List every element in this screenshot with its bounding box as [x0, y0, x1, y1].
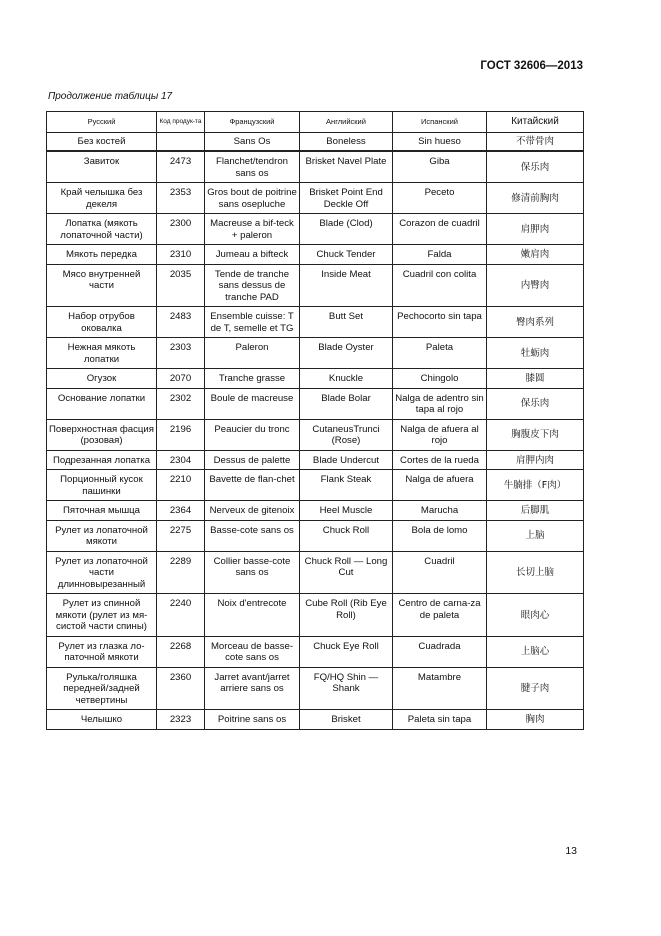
cell-chinese: 眼肉心	[487, 594, 584, 637]
cell-french: Bavette de flan-chet	[205, 470, 300, 501]
cell-spanish: Bola de lomo	[393, 520, 487, 551]
table-row	[47, 594, 584, 637]
subheader-english: Boneless	[300, 133, 393, 152]
cell-chinese: 内臀肉	[487, 264, 584, 307]
cell-english: Flank Steak	[300, 470, 393, 501]
table-row	[47, 307, 584, 338]
cell-russian: Набор отрубов оковалка	[47, 307, 157, 338]
cell-spanish: Cuadril	[393, 551, 487, 594]
cell-spanish: Paleta	[393, 338, 487, 369]
cell-code: 2210	[157, 470, 205, 501]
cell-spanish: Peceto	[393, 183, 487, 214]
cell-chinese: 胸肉	[487, 710, 584, 730]
cell-english: Brisket Point End Deckle Off	[300, 183, 393, 214]
table-row	[47, 245, 584, 265]
cell-french: Boule de macreuse	[205, 388, 300, 419]
cell-spanish: Paleta sin tapa	[393, 710, 487, 730]
cell-russian: Край челышка без декеля	[47, 183, 157, 214]
cell-chinese: 牛腩排（F肉）	[487, 470, 584, 501]
cell-french: Basse-cote sans os	[205, 520, 300, 551]
cell-french: Peaucier du tronc	[205, 419, 300, 450]
cell-spanish: Cortes de la rueda	[393, 450, 487, 470]
cell-french: Noix d'entrecote	[205, 594, 300, 637]
cell-spanish: Nalga de afuera	[393, 470, 487, 501]
cell-english: Knuckle	[300, 369, 393, 389]
cell-chinese: 上脑心	[487, 636, 584, 667]
cell-russian: Поверхностная фасция (розовая)	[47, 419, 157, 450]
cell-english: Cube Roll (Rib Eye Roll)	[300, 594, 393, 637]
cell-english: FQ/HQ Shin — Shank	[300, 667, 393, 710]
cell-chinese: 后脚肌	[487, 501, 584, 521]
cell-french: Paleron	[205, 338, 300, 369]
col-header-code: Код продук-та	[157, 112, 205, 133]
cell-code: 2035	[157, 264, 205, 307]
table-row	[47, 501, 584, 521]
subheader-row	[47, 133, 584, 152]
cell-code: 2289	[157, 551, 205, 594]
cell-russian: Рулька/голяшка передней/задней четвертины	[47, 667, 157, 710]
table-row	[47, 667, 584, 710]
cell-french: Tende de tranche sans dessus de tranche PAD	[205, 264, 300, 307]
cell-code: 2070	[157, 369, 205, 389]
cell-russian: Челышко	[47, 710, 157, 730]
cell-russian: Мякоть передка	[47, 245, 157, 265]
table-row	[47, 183, 584, 214]
cell-spanish: Chingolo	[393, 369, 487, 389]
cell-french: Dessus de palette	[205, 450, 300, 470]
cell-french: Nerveux de gitenoix	[205, 501, 300, 521]
cell-chinese: 保乐肉	[487, 151, 584, 183]
col-header-spanish: Испанский	[393, 112, 487, 133]
col-header-chinese: Китайский	[487, 112, 584, 133]
cell-spanish: Matambre	[393, 667, 487, 710]
cell-english: Heel Muscle	[300, 501, 393, 521]
translation-table	[46, 111, 584, 730]
cell-code: 2364	[157, 501, 205, 521]
table-row	[47, 710, 584, 730]
subheader-spanish: Sin hueso	[393, 133, 487, 152]
subheader-chinese: 不带骨肉	[487, 133, 584, 152]
table-row	[47, 419, 584, 450]
cell-russian: Нежная мякоть лопатки	[47, 338, 157, 369]
document-code: ГОСТ 32606—2013	[480, 60, 583, 72]
table-row	[47, 520, 584, 551]
cell-code: 2268	[157, 636, 205, 667]
cell-spanish: Giba	[393, 151, 487, 183]
cell-russian: Мясо внутренней части	[47, 264, 157, 307]
cell-chinese: 胸腹皮下肉	[487, 419, 584, 450]
cell-chinese: 肩胛内肉	[487, 450, 584, 470]
cell-russian: Огузок	[47, 369, 157, 389]
cell-french: Collier basse-cote sans os	[205, 551, 300, 594]
cell-code: 2310	[157, 245, 205, 265]
cell-english: Blade (Clod)	[300, 214, 393, 245]
cell-english: Chuck Roll	[300, 520, 393, 551]
cell-french: Jumeau a bifteck	[205, 245, 300, 265]
cell-chinese: 腱子肉	[487, 667, 584, 710]
page-number: 13	[565, 845, 577, 857]
cell-chinese: 臀肉系列	[487, 307, 584, 338]
column-header-row	[47, 112, 584, 133]
cell-chinese: 牡蛎肉	[487, 338, 584, 369]
table-row	[47, 151, 584, 183]
cell-russian: Рулет из лопаточной мякоти	[47, 520, 157, 551]
cell-french: Jarret avant/jarret arriere sans os	[205, 667, 300, 710]
cell-english: Chuck Tender	[300, 245, 393, 265]
cell-russian: Рулет из спинной мякоти (рулет из мя-систой части спины)	[47, 594, 157, 637]
table-row	[47, 369, 584, 389]
cell-chinese: 保乐肉	[487, 388, 584, 419]
cell-english: Blade Bolar	[300, 388, 393, 419]
cell-code: 2323	[157, 710, 205, 730]
cell-russian: Завиток	[47, 151, 157, 183]
table-row	[47, 338, 584, 369]
cell-french: Flanchet/tendron sans os	[205, 151, 300, 183]
table-row	[47, 551, 584, 594]
cell-chinese: 嫩肩肉	[487, 245, 584, 265]
cell-chinese: 膝圆	[487, 369, 584, 389]
cell-spanish: Nalga de adentro sin tapa al rojo	[393, 388, 487, 419]
cell-spanish: Cuadrada	[393, 636, 487, 667]
cell-russian: Подрезанная лопатка	[47, 450, 157, 470]
table-row	[47, 214, 584, 245]
cell-french: Poitrine sans os	[205, 710, 300, 730]
cell-spanish: Marucha	[393, 501, 487, 521]
cell-english: Brisket	[300, 710, 393, 730]
cell-spanish: Nalga de afuera al rojo	[393, 419, 487, 450]
cell-russian: Порционный кусок пашинки	[47, 470, 157, 501]
cell-french: Tranche grasse	[205, 369, 300, 389]
cell-spanish: Falda	[393, 245, 487, 265]
cell-english: Butt Set	[300, 307, 393, 338]
cell-chinese: 肩胛肉	[487, 214, 584, 245]
col-header-french: Французский	[205, 112, 300, 133]
cell-code: 2300	[157, 214, 205, 245]
cell-english: Blade Oyster	[300, 338, 393, 369]
cell-english: CutaneusTrunci (Rose)	[300, 419, 393, 450]
table-body	[47, 151, 584, 729]
cell-spanish: Centro de carna-za de paleta	[393, 594, 487, 637]
col-header-english: Английский	[300, 112, 393, 133]
cell-code: 2240	[157, 594, 205, 637]
cell-code: 2304	[157, 450, 205, 470]
cell-english: Chuck Roll — Long Cut	[300, 551, 393, 594]
cell-code: 2303	[157, 338, 205, 369]
cell-russian: Основание лопатки	[47, 388, 157, 419]
cell-code: 2483	[157, 307, 205, 338]
cell-code: 2275	[157, 520, 205, 551]
cell-spanish: Pechocorto sin tapa	[393, 307, 487, 338]
cell-chinese: 上脑	[487, 520, 584, 551]
cell-code: 2353	[157, 183, 205, 214]
cell-french: Macreuse a bif-teck + paleron	[205, 214, 300, 245]
subheader-russian: Без костей	[47, 133, 157, 152]
cell-english: Blade Undercut	[300, 450, 393, 470]
cell-russian: Рулет из глазка ло-паточной мякоти	[47, 636, 157, 667]
cell-english: Inside Meat	[300, 264, 393, 307]
subheader-code	[157, 133, 205, 152]
cell-code: 2360	[157, 667, 205, 710]
cell-english: Chuck Eye Roll	[300, 636, 393, 667]
cell-chinese: 长切上脑	[487, 551, 584, 594]
subheader-french: Sans Os	[205, 133, 300, 152]
cell-russian: Пяточная мышца	[47, 501, 157, 521]
table-row	[47, 636, 584, 667]
cell-russian: Лопатка (мякоть лопаточной части)	[47, 214, 157, 245]
cell-code: 2196	[157, 419, 205, 450]
table-row	[47, 470, 584, 501]
col-header-russian: Русский	[47, 112, 157, 133]
table-row	[47, 264, 584, 307]
cell-french: Morceau de basse-cote sans os	[205, 636, 300, 667]
cell-chinese: 修清前胸肉	[487, 183, 584, 214]
cell-code: 2302	[157, 388, 205, 419]
cell-english: Brisket Navel Plate	[300, 151, 393, 183]
cell-french: Ensemble cuisse: T de T, semelle et TG	[205, 307, 300, 338]
cell-spanish: Corazon de cuadril	[393, 214, 487, 245]
table-header	[47, 112, 584, 152]
cell-russian: Рулет из лопаточной части длинновырезанный	[47, 551, 157, 594]
table-caption: Продолжение таблицы 17	[48, 91, 173, 102]
table-row	[47, 450, 584, 470]
cell-spanish: Cuadril con colita	[393, 264, 487, 307]
cell-code: 2473	[157, 151, 205, 183]
table-row	[47, 388, 584, 419]
cell-french: Gros bout de poitrine sans osepluche	[205, 183, 300, 214]
